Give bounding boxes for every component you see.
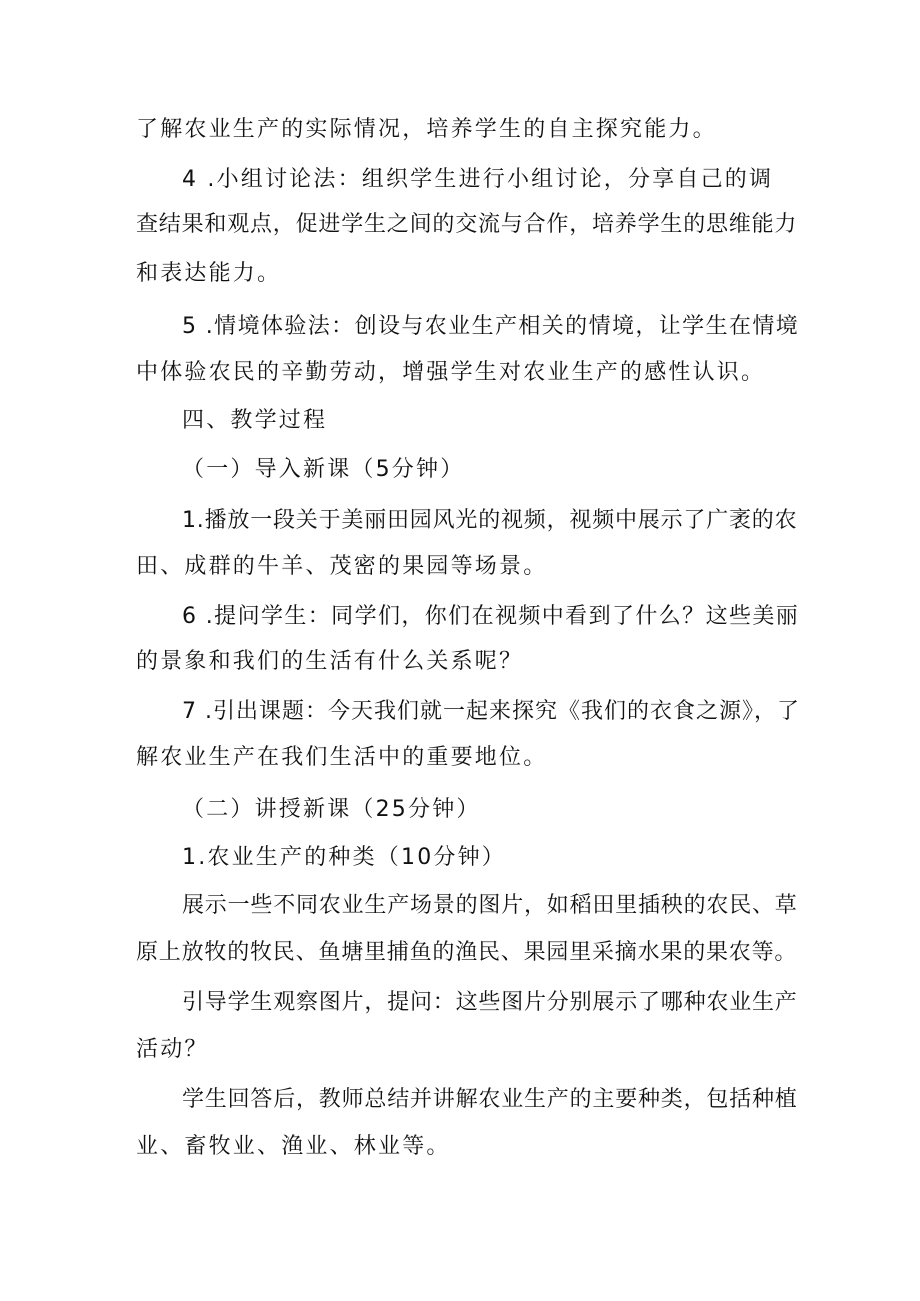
text-line: 田、成群的牛羊、茂密的果园等场景。 bbox=[136, 554, 548, 579]
text-line: 4 .小组讨论法：组织学生进行小组讨论，分享自己的调 bbox=[182, 167, 774, 192]
text-line: 7 .引出课题：今天我们就一起来探究《我们的衣食之源》，了 bbox=[182, 699, 800, 724]
text-line: 6 .提问学生：同学们，你们在视频中看到了什么？这些美丽 bbox=[182, 604, 800, 629]
text-line: 中体验农民的辛勤劳动，增强学生对农业生产的感性认识。 bbox=[136, 360, 766, 385]
text-line: 查结果和观点，促进学生之间的交流与合作，培养学生的思维能力 bbox=[136, 212, 798, 237]
subsection-heading: （二）讲授新课（25分钟） bbox=[182, 797, 481, 822]
text-line: 原上放牧的牧民、鱼塘里捕鱼的渔民、果园里采摘水果的果农等。 bbox=[136, 940, 798, 965]
text-line: 的景象和我们的生活有什么关系呢？ bbox=[136, 649, 524, 674]
section-heading: 四、教学过程 bbox=[182, 408, 328, 433]
text-line: 学生回答后，教师总结并讲解农业生产的主要种类，包括种植 bbox=[182, 1087, 798, 1112]
text-line: 解农业生产在我们生活中的重要地位。 bbox=[136, 745, 548, 770]
text-line: 活动？ bbox=[136, 1037, 209, 1062]
text-line: 展示一些不同农业生产场景的图片，如稻田里插秧的农民、草 bbox=[182, 893, 798, 918]
text-line: 5 .情境体验法：创设与农业生产相关的情境，让学生在情境 bbox=[182, 314, 800, 339]
text-line: 了解农业生产的实际情况，培养学生的自主探究能力。 bbox=[136, 117, 717, 142]
text-line: 1.播放一段关于美丽田园风光的视频，视频中展示了广袤的农 bbox=[182, 508, 798, 533]
text-line: 业、畜牧业、渔业、林业等。 bbox=[136, 1134, 451, 1159]
subsection-heading: （一）导入新课（5分钟） bbox=[182, 457, 465, 482]
item-heading: 1.农业生产的种类（10分钟） bbox=[182, 845, 506, 870]
text-line: 引导学生观察图片，提问：这些图片分别展示了哪种农业生产 bbox=[182, 990, 798, 1015]
text-line: 和表达能力。 bbox=[136, 261, 282, 286]
